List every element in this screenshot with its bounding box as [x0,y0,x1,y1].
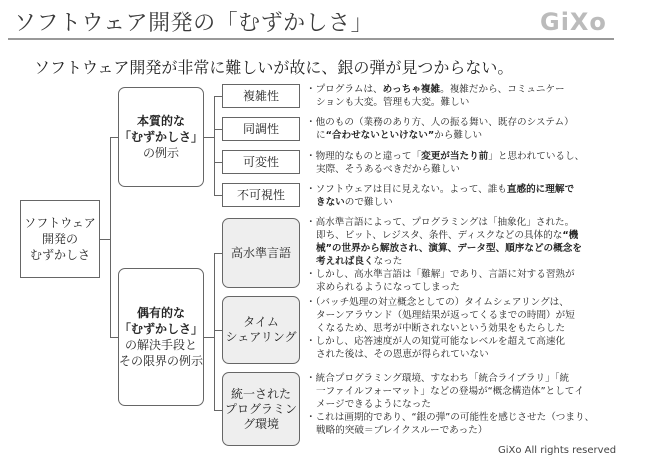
connector-to-essential [110,137,118,138]
desc-invisibility: ・ソフトウェアは目に見えない。よって、誰も直感的に理解で きないので難しい [306,184,575,208]
leaf-complexity: 複雑性 [222,84,300,108]
connector-essential-trunk [214,96,215,195]
desc-changeability: ・物理的なものと違って「変更が当たり前」と思われているし、 実際、そうあるべきだから難しい [306,151,585,175]
leaf-unified-environment: 統一された プログラミン グ環境 [222,372,300,446]
desc-unified-environment: ・統合プログラミング環境、すなわち「統合ライブラリ」「統 一ファイルフォーマット」などの登場が“概念構造体”としてイ メージできるようになった ・これは画期的であり、“銀の弾”の可能性を感じさせた（つまり、 戦略的突破＝ブレイクスルーであった） [306,373,595,436]
title-divider [8,38,614,40]
connector-root-trunk [110,137,111,337]
connector-accidental-trunk [214,253,215,410]
connector-accidental-out [204,337,214,338]
essential-difficulty-node: 本質的な 「むずかしさ」 の例示 [118,87,204,187]
desc-conformity: ・他のもの（業務のあり方、人の振る舞い、既存のシステム） に“合わせないといけない”から難しい [306,117,574,141]
desc-complexity: ・プログラムは、めっちゃ複雑。複雑だから、コミュニケー ションも大変。管理も大変。難しい [306,84,565,108]
gixo-logo: GiXo [540,8,607,36]
page-title: ソフトウェア開発の「むずかしさ」 [14,11,374,36]
root-node: ソフトウェア 開発の むずかしさ [20,200,100,278]
leaf-changeability: 可変性 [222,150,300,174]
connector-root-out [100,239,110,240]
copyright-footer: GiXo All rights reserved [498,445,617,456]
desc-high-level-language: ・高水準言語によって、プログラミングは「抽象化」された。 即ち、ビット、レジスタ、条件、ディスクなどの具体的な“機 械”の世界から解放され、演算、データ型、順序などの概念を 考えれば良くなった ・しかし、高水準言語は「難解」であり、言語に対する習熟が 求められるようになってしまった [306,217,582,293]
connector-to-accidental [110,337,118,338]
leaf-conformity: 同調性 [222,117,300,141]
connector-essential-out [204,137,214,138]
desc-time-sharing: ・（バッチ処理の対立概念としての）タイムシェアリングは、 ターンアラウンド（処理結果が返ってくるまでの時間）が短 くなるため、思考が中断されないという効果をもたらした ・しかし、応答速度が人の知覚可能なレベルを超えて高速化 された後は、その恩恵が得られていない [306,297,575,360]
leaf-high-level-language: 高水準言語 [222,218,300,288]
page-subtitle: ソフトウェア開発が非常に難しいが故に、銀の弾が見つからない。 [34,58,514,77]
accidental-difficulty-node: 偶有的な 「むずかしさ」 の解決手段と その限界の例示 [118,268,204,406]
leaf-invisibility: 不可視性 [222,183,300,207]
leaf-time-sharing: タイム シェアリング [222,296,300,364]
